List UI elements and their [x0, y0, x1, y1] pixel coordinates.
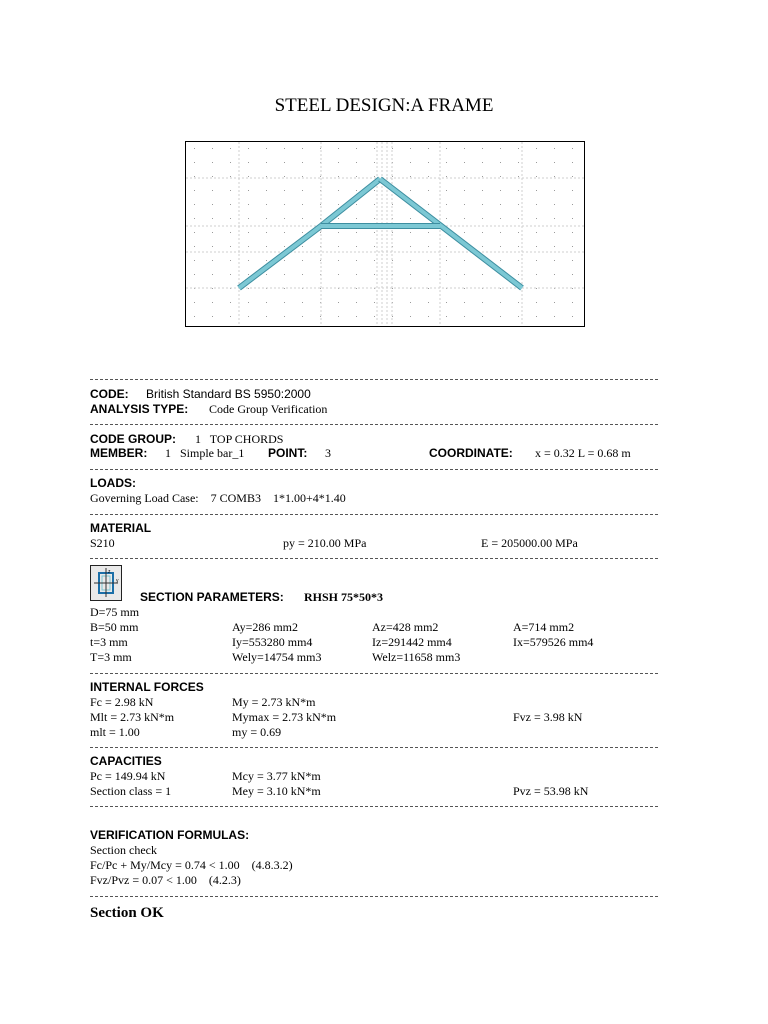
- loads-label: LOADS:: [90, 476, 136, 490]
- coordinate-value: x = 0.32 L = 0.68 m: [535, 446, 631, 460]
- rhs-section-icon-svg: [91, 566, 121, 600]
- material-label: MATERIAL: [90, 521, 152, 535]
- member-value: 1 Simple bar_1: [165, 446, 245, 460]
- load-case: Governing Load Case: 7 COMB3 1*1.00+4*1.40: [90, 491, 346, 505]
- member-label: MEMBER:: [90, 446, 148, 460]
- page-title: STEEL DESIGN:A FRAME: [274, 95, 494, 116]
- section-params-label: SECTION PARAMETERS:: [140, 590, 284, 604]
- forces-cell: My = 2.73 kN*m: [232, 695, 316, 709]
- material-e: E = 205000.00 MPa: [481, 536, 578, 550]
- forces-cell: mlt = 1.00: [90, 725, 140, 739]
- verification-line: Section check: [90, 843, 157, 857]
- separator: [90, 379, 658, 380]
- material-name: S210: [90, 536, 115, 550]
- verification-line: Fc/Pc + My/Mcy = 0.74 < 1.00 (4.8.3.2): [90, 858, 293, 872]
- section-name: RHSH 75*50*3: [304, 590, 384, 604]
- verification-line: Fvz/Pvz = 0.07 < 1.00 (4.2.3): [90, 873, 241, 887]
- capacities-cell: Pvz = 53.98 kN: [513, 784, 589, 798]
- svg-text:z: z: [108, 569, 111, 575]
- analysis-value: Code Group Verification: [209, 402, 328, 416]
- internal-forces-label: INTERNAL FORCES: [90, 680, 204, 694]
- separator: [90, 896, 658, 897]
- section-cell: t=3 mm: [90, 635, 128, 649]
- section-cell: Ix=579526 mm4: [513, 635, 594, 649]
- code-value: British Standard BS 5950:2000: [146, 387, 311, 401]
- forces-cell: Mlt = 2.73 kN*m: [90, 710, 175, 724]
- section-cell: Az=428 mm2: [372, 620, 439, 634]
- code-label: CODE:: [90, 387, 129, 401]
- section-cell: Iy=553280 mm4: [232, 635, 313, 649]
- separator: [90, 673, 658, 674]
- forces-cell: my = 0.69: [232, 725, 282, 739]
- material-py: py = 210.00 MPa: [283, 536, 367, 550]
- separator: [90, 514, 658, 515]
- separator: [90, 469, 658, 470]
- result-status: Section OK: [90, 905, 164, 921]
- separator: [90, 558, 658, 559]
- forces-cell: Fvz = 3.98 kN: [513, 710, 583, 724]
- section-cell: Iz=291442 mm4: [372, 635, 452, 649]
- point-value: 3: [325, 446, 331, 460]
- code-group-label: CODE GROUP:: [90, 432, 177, 446]
- section-cell: Welz=11658 mm3: [372, 650, 461, 664]
- rhs-section-icon: [90, 565, 122, 601]
- section-cell: D=75 mm: [90, 605, 140, 619]
- coordinate-label: COORDINATE:: [429, 446, 513, 460]
- forces-cell: Mymax = 2.73 kN*m: [232, 710, 337, 724]
- capacities-cell: Mey = 3.10 kN*m: [232, 784, 321, 798]
- section-cell: Wely=14754 mm3: [232, 650, 322, 664]
- grid-dots: [186, 142, 584, 326]
- section-cell: Ay=286 mm2: [232, 620, 298, 634]
- capacities-label: CAPACITIES: [90, 754, 162, 768]
- frame-view[interactable]: [185, 141, 585, 327]
- forces-cell: Fc = 2.98 kN: [90, 695, 154, 709]
- verification-label: VERIFICATION FORMULAS:: [90, 828, 250, 842]
- code-group-value: 1 TOP CHORDS: [195, 432, 284, 446]
- section-cell: T=3 mm: [90, 650, 132, 664]
- svg-text:y: y: [116, 578, 119, 584]
- frame-svg: [186, 142, 584, 326]
- capacities-cell: Section class = 1: [90, 784, 172, 798]
- section-cell: B=50 mm: [90, 620, 139, 634]
- point-label: POINT:: [268, 446, 308, 460]
- separator: [90, 747, 658, 748]
- capacities-cell: Pc = 149.94 kN: [90, 769, 166, 783]
- analysis-label: ANALYSIS TYPE:: [90, 402, 189, 416]
- separator: [90, 806, 658, 807]
- capacities-cell: Mcy = 3.77 kN*m: [232, 769, 321, 783]
- section-cell: A=714 mm2: [513, 620, 575, 634]
- separator: [90, 424, 658, 425]
